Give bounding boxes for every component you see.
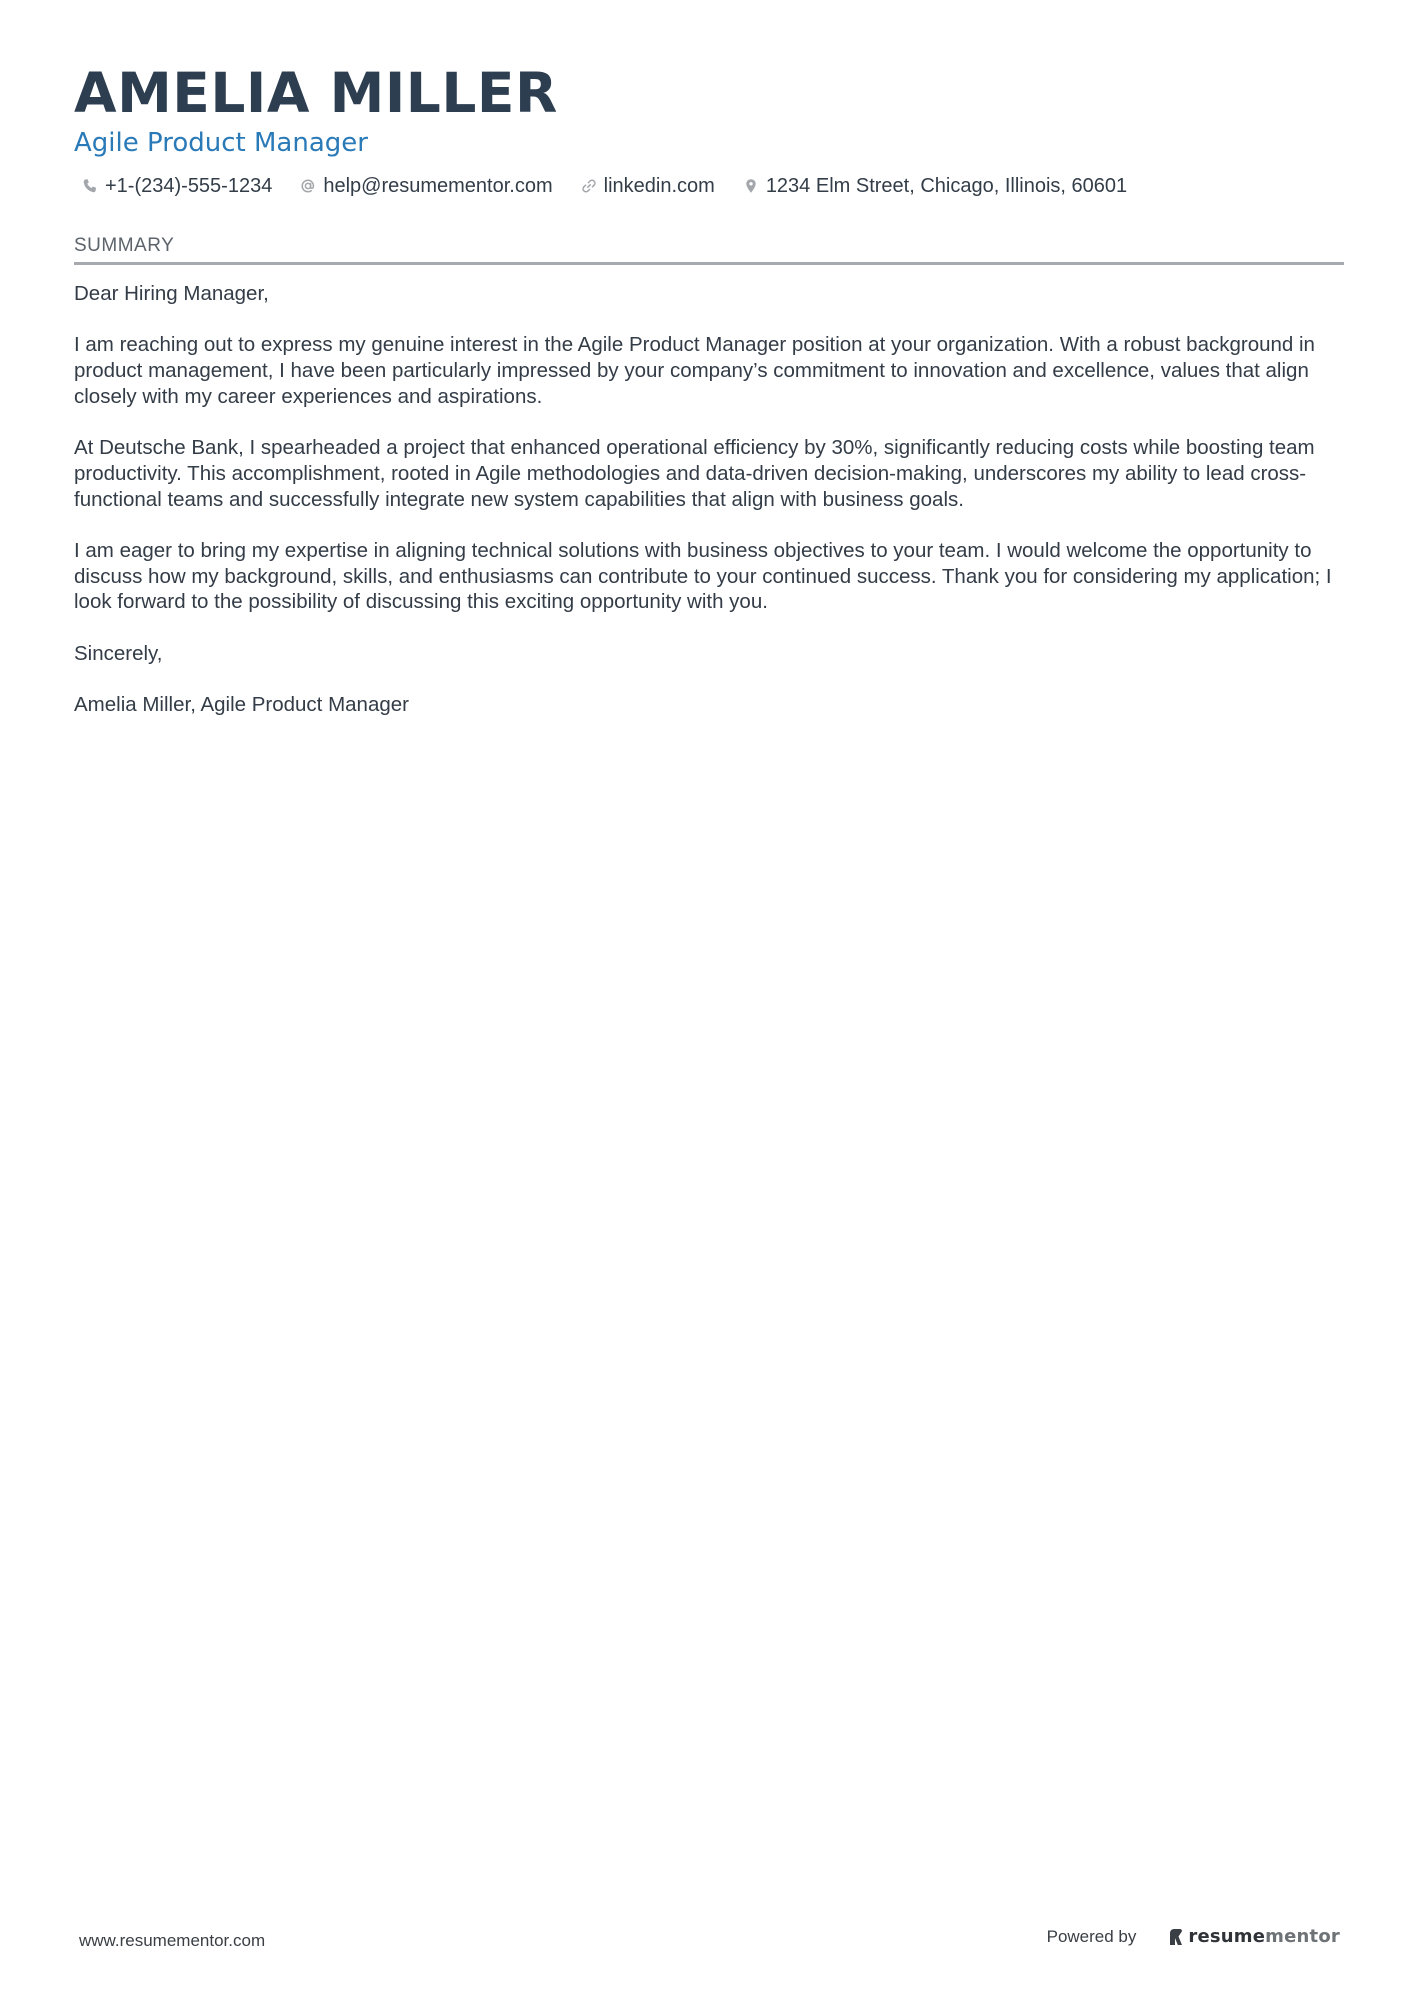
email-text: help@resumementor.com bbox=[323, 175, 553, 197]
letter-greeting: Dear Hiring Manager, bbox=[74, 282, 269, 305]
contact-bar bbox=[74, 172, 1344, 200]
contact-website bbox=[581, 172, 715, 200]
at-icon bbox=[300, 178, 316, 194]
footer-branding bbox=[1047, 1926, 1340, 1947]
contact-email bbox=[300, 172, 552, 200]
address-text: 1234 Elm Street, Chicago, Illinois, 60601 bbox=[765, 175, 1128, 197]
link-icon bbox=[581, 178, 597, 194]
job-title: Agile Product Manager bbox=[74, 128, 368, 158]
brand-bold: resume bbox=[1188, 1926, 1266, 1947]
candidate-name: AMELIA MILLER bbox=[74, 61, 558, 125]
brand-wordmark bbox=[1188, 1926, 1340, 1947]
letter-closing: Sincerely, bbox=[74, 641, 163, 665]
phone-text: +1-(234)-555-1234 bbox=[105, 175, 273, 197]
letter-paragraph: At Deutsche Bank, I spearheaded a project that enhanced operational efficiency by 30%, significantly reducing costs while boosting team productivity. This accomplishment, rooted in Agile methodologies and data-driven decision-making, underscores my ability to lead cross-functional teams and successfully integrate new system capabilities that align with business goals. bbox=[74, 436, 1315, 511]
section-heading-summary: SUMMARY bbox=[74, 234, 1344, 265]
brand-light: mentor bbox=[1265, 1926, 1340, 1947]
resumementor-logo[interactable] bbox=[1168, 1926, 1340, 1947]
website-text: linkedin.com bbox=[603, 175, 715, 197]
letter-signature: Amelia Miller, Agile Product Manager bbox=[74, 693, 409, 717]
resumementor-logo-icon bbox=[1168, 1927, 1184, 1947]
letter-paragraph: I am eager to bring my expertise in aligning technical solutions with business objectives to your team. I would welcome the opportunity to discuss how my background, skills, and enthusiasms can contribute to your continued success. Thank you for considering my application; I look forward to the possibility of discussing this exciting opportunity with you. bbox=[74, 538, 1332, 614]
footer-website[interactable]: www.resumementor.com bbox=[79, 1931, 266, 1950]
location-icon bbox=[743, 178, 759, 194]
cover-letter bbox=[74, 58, 1344, 744]
letter-paragraph: I am reaching out to express my genuine interest in the Agile Product Manager position at your organization. With a robust background in product management, I have been particularly impressed by your company’s commitment to innovation and excellence, values that align closely with my career experiences and aspirations. bbox=[74, 333, 1315, 408]
phone-icon bbox=[82, 178, 98, 194]
letter-body bbox=[74, 281, 1344, 718]
powered-by-label: Powered by bbox=[1046, 1926, 1137, 1946]
contact-phone bbox=[82, 172, 272, 200]
contact-address bbox=[743, 172, 1127, 200]
